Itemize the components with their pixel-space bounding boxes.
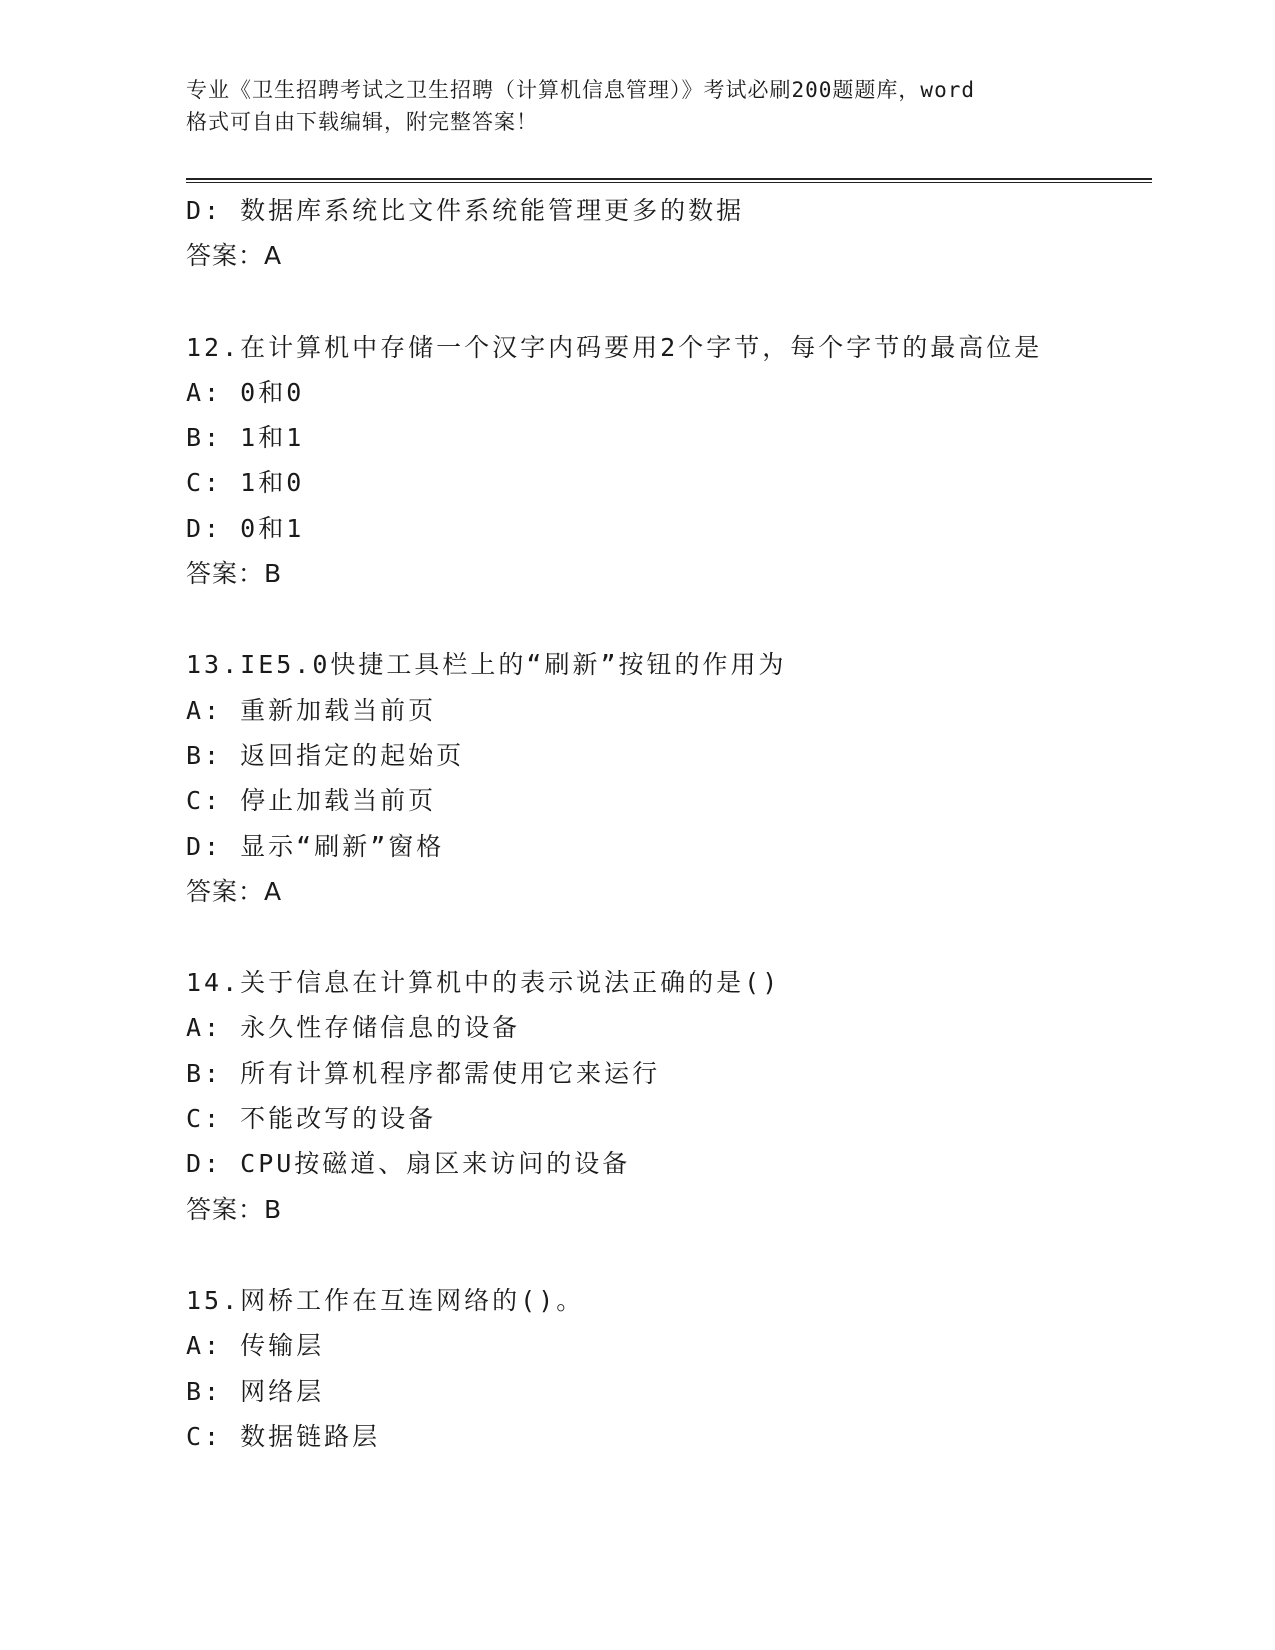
header-line-2: 格式可自由下载编辑，附完整答案！: [186, 110, 538, 134]
option-a: A: 重新加载当前页: [186, 695, 437, 725]
answer-line: 答案：B: [186, 559, 283, 589]
question-stem: 13.IE5.0快捷工具栏上的“刷新”按钮的作用为: [186, 650, 787, 680]
question-block: [186, 642, 1152, 914]
option-b: B: 网络层: [186, 1376, 325, 1406]
option-d: D: 0和1: [186, 513, 305, 543]
answer-line: 答案：B: [186, 1194, 283, 1224]
header-divider: [186, 178, 1152, 183]
option-c: C: 不能改写的设备: [186, 1104, 437, 1134]
header-line-1: 专业《卫生招聘考试之卫生招聘（计算机信息管理）》考试必刷200题题库，word: [186, 78, 975, 102]
spacer: [186, 1232, 1152, 1278]
option-c: C: 停止加载当前页: [186, 786, 437, 816]
spacer: [186, 596, 1152, 642]
option-a: A: 永久性存储信息的设备: [186, 1013, 521, 1043]
option-a: A: 传输层: [186, 1331, 325, 1361]
answer-line: 答案：A: [186, 241, 283, 271]
question-block: [186, 325, 1152, 597]
question-stem: 14.关于信息在计算机中的表示说法正确的是(): [186, 968, 781, 998]
question-block: [186, 1278, 1152, 1459]
option-c: C: 1和0: [186, 468, 305, 498]
question-stem: 15.网桥工作在互连网络的()。: [186, 1285, 585, 1315]
answer-line: 答案：A: [186, 876, 283, 906]
option-b: B: 1和1: [186, 423, 305, 453]
option-d: D: 数据库系统比文件系统能管理更多的数据: [186, 196, 745, 225]
option-a: A: 0和0: [186, 377, 305, 407]
spacer: [186, 914, 1152, 960]
document-header: [186, 74, 1106, 138]
question-block: [186, 960, 1152, 1232]
option-c: C: 数据链路层: [186, 1421, 381, 1451]
question-list: [186, 188, 1152, 1459]
option-d: D: CPU按磁道、扇区来访问的设备: [186, 1149, 631, 1179]
option-b: B: 返回指定的起始页: [186, 740, 465, 770]
spacer: [186, 279, 1152, 325]
option-d: D: 显示“刷新”窗格: [186, 831, 445, 861]
question-stem: 12.在计算机中存储一个汉字内码要用2个字节，每个字节的最高位是: [186, 332, 1043, 362]
option-b: B: 所有计算机程序都需使用它来运行: [186, 1058, 661, 1088]
